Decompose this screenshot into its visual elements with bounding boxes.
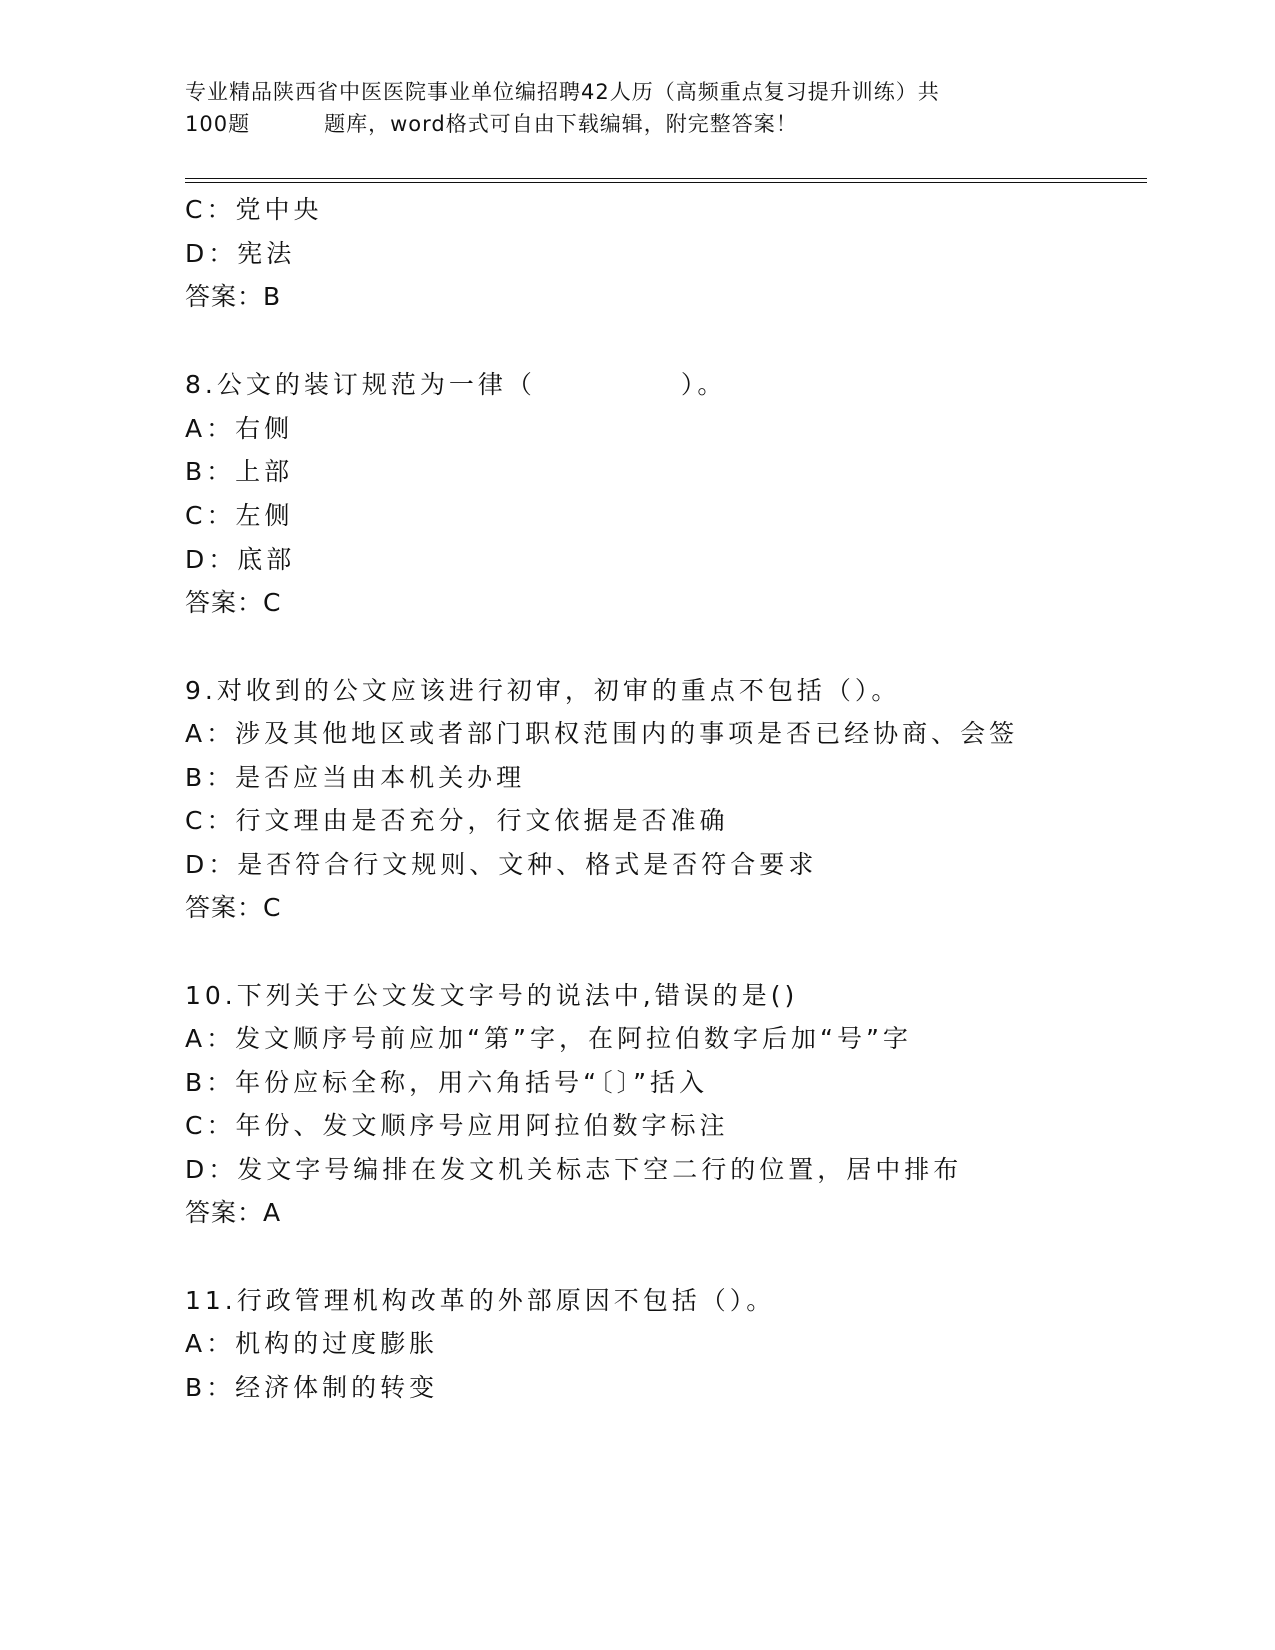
question-10-option-d: D：发文字号编排在发文机关标志下空二行的位置，居中排布	[185, 1155, 963, 1184]
question-9-answer: 答案：C	[185, 893, 282, 922]
question-11-stem: 11.行政管理机构改革的外部原因不包括（）。	[185, 1286, 776, 1315]
question-9-option-a: A：涉及其他地区或者部门职权范围内的事项是否已经协商、会签	[185, 719, 1019, 748]
header-line-2	[185, 108, 1065, 140]
answer-line: 答案：B	[185, 282, 282, 311]
option-c: C：党中央	[185, 195, 323, 224]
question-11-option-a: A：机构的过度膨胀	[185, 1329, 439, 1358]
question-10-option-c: C：年份、发文顺序号应用阿拉伯数字标注	[185, 1111, 729, 1140]
option-d: D：宪法	[185, 239, 296, 268]
question-9-option-c: C：行文理由是否充分，行文依据是否准确	[185, 806, 729, 835]
header-line-2-count: 100题	[185, 112, 251, 136]
question-10-stem: 10.下列关于公文发文字号的说法中,错误的是()	[185, 981, 799, 1010]
question-8-stem: 8.公文的装订规范为一律（ ）。	[185, 370, 727, 399]
question-10-option-b: B：年份应标全称，用六角括号“〔〕”括入	[185, 1068, 709, 1097]
question-8-option-d: D：底部	[185, 545, 296, 574]
question-8-answer: 答案：C	[185, 588, 282, 617]
question-10-option-a: A：发文顺序号前应加“第”字，在阿拉伯数字后加“号”字	[185, 1024, 912, 1053]
question-11-option-b: B：经济体制的转变	[185, 1373, 439, 1402]
question-8-option-b: B：上部	[185, 457, 294, 486]
header-divider-top	[185, 178, 1147, 179]
header-line-1: 专业精品陕西省中医医院事业单位编招聘42人历（高频重点复习提升训练）共	[185, 80, 940, 104]
question-8-option-a: A：右侧	[185, 414, 294, 443]
question-8-option-c: C：左侧	[185, 501, 294, 530]
question-9-stem: 9.对收到的公文应该进行初审，初审的重点不包括（）。	[185, 676, 901, 705]
header-line-2-desc: 题库，word格式可自由下载编辑，附完整答案！	[324, 112, 798, 136]
question-9-option-d: D：是否符合行文规则、文种、格式是否符合要求	[185, 850, 818, 879]
question-10-answer: 答案：A	[185, 1198, 282, 1227]
header-divider-bottom	[185, 182, 1147, 183]
question-9-option-b: B：是否应当由本机关办理	[185, 763, 526, 792]
document-header	[185, 76, 1065, 140]
